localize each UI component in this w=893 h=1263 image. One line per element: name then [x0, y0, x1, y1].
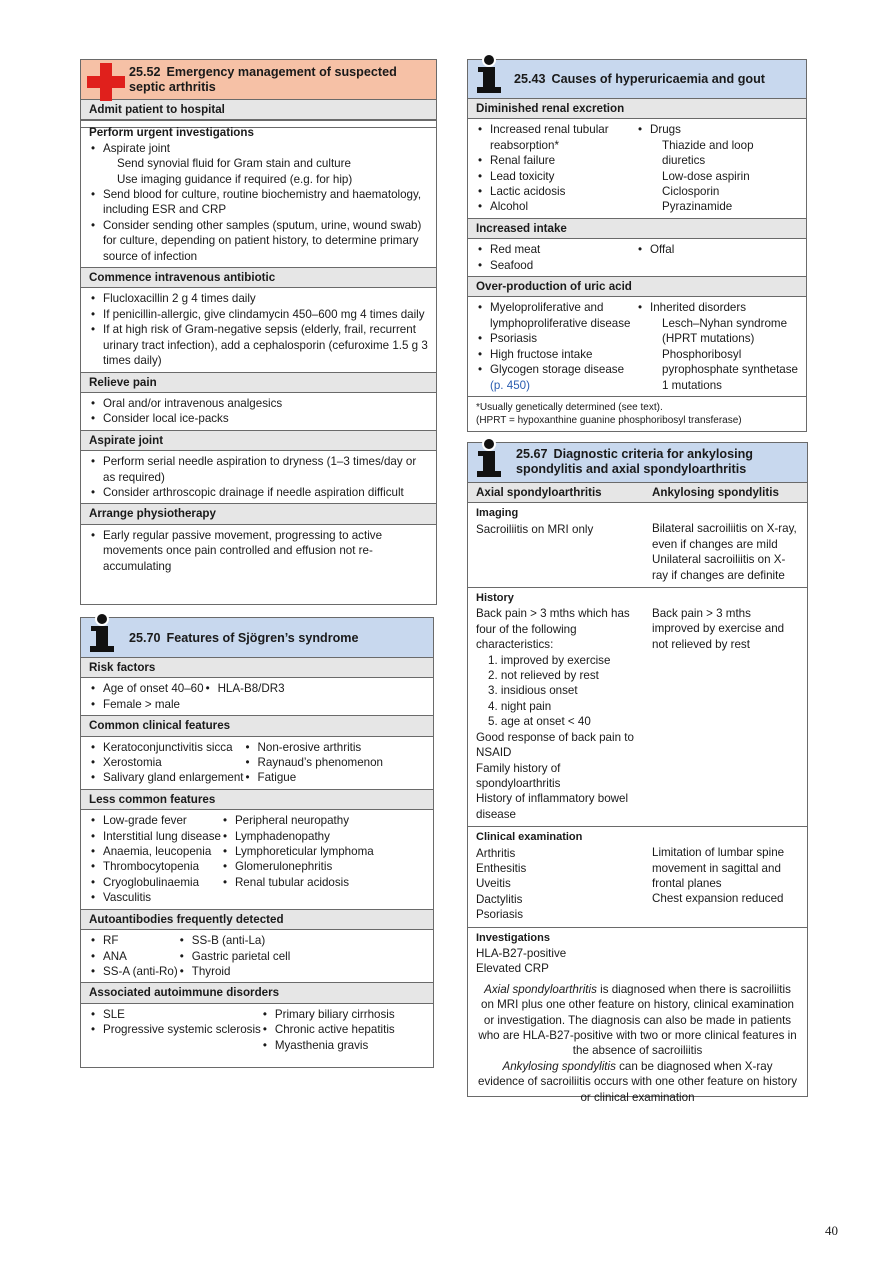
list-item: • Increased renal tubular reabsorption* — [476, 122, 636, 153]
box-title — [468, 60, 806, 99]
section-body — [468, 119, 806, 217]
cell-text: Limitation of lumbar spine movement in sagittal and frontal planes — [652, 846, 785, 890]
numbered-item: 3. insidious onset — [488, 684, 578, 698]
cell-text: Back pain > 3 mths which has four of the following characteristics: — [476, 607, 630, 652]
numbered-item: 1. improved by exercise — [488, 653, 611, 667]
section-heading: Commence intravenous antibiotic — [81, 267, 436, 288]
sub-item: Pyrazinamide — [662, 200, 733, 214]
sub-item: Phosphoribosyl pyrophosphate synthetase 1 mutations — [662, 347, 799, 392]
list-item: • Salivary gland enlargement — [89, 770, 244, 785]
list-item: • Fatigue — [244, 770, 383, 785]
list-item: • SS-B (anti-La) — [178, 933, 291, 948]
table-row — [468, 588, 807, 827]
table-row — [468, 928, 807, 979]
list-item: • Anaemia, leucopenia — [89, 844, 221, 859]
box-title-text: Diagnostic criteria for ankylosing spondylitis and axial spondyloarthritis — [516, 447, 753, 476]
list-item: • If at high risk of Gram-negative sepsis (elderly, frail, recurrent urinary tract infection), add a cephalosporin (cefuroxime 1.5 g 3 times daily) — [89, 322, 428, 368]
note-term: Axial spondyloarthritis — [484, 982, 597, 996]
box-title-text: Features of Sjögren’s syndrome — [166, 631, 359, 645]
cell-text: History of inflammatory bowel disease — [476, 792, 629, 821]
section-body — [81, 1004, 433, 1056]
list-item: • Thrombocytopenia — [89, 859, 221, 874]
footnote-line: *Usually genetically determined (see text). — [476, 401, 663, 413]
page-number: 40 — [825, 1223, 838, 1238]
section-body — [81, 451, 436, 503]
cell-text: Sacroiliitis on MRI only — [476, 522, 594, 536]
list-item: • SLE — [89, 1007, 261, 1022]
list-item: • Renal failure — [476, 153, 636, 168]
list-item: • Progressive systemic sclerosis — [89, 1022, 261, 1037]
list-item: • Myeloproliferative and lymphoproliferative disease — [476, 300, 636, 331]
cell-text: Good response of back pain to NSAID — [476, 730, 634, 760]
septic-arthritis-box — [80, 59, 437, 605]
list-item: • Early regular passive movement, progressing to active movements once pain controlled and effusion not re-accumulating — [89, 528, 428, 574]
section-heading: Increased intake — [468, 218, 806, 239]
cell-text: Chest expansion reduced — [652, 892, 784, 906]
cell-text: Elevated CRP — [476, 962, 549, 976]
box-number: 25.67 — [516, 447, 548, 461]
glycogen-text: Glycogen storage disease — [490, 363, 625, 377]
list-item: • Keratoconjunctivitis sicca — [89, 740, 244, 755]
box-number: 25.70 — [129, 631, 161, 645]
list-item: • Lactic acidosis — [476, 184, 636, 199]
numbered-item: 4. night pain — [488, 699, 552, 713]
section-heading: Perform urgent investigations — [81, 120, 436, 140]
list-item: • Offal — [636, 242, 674, 257]
cell-text: Uveitis — [476, 877, 511, 891]
sub-item: Thiazide and loop diuretics — [662, 138, 754, 168]
list-item: • Perform serial needle aspiration to dryness (1–3 times/day or as required) — [89, 454, 428, 485]
box-title — [468, 443, 807, 483]
section-heading: Arrange physiotherapy — [81, 503, 436, 524]
list-item — [476, 362, 636, 393]
ankylosing-spondylitis-box — [467, 442, 808, 1104]
row-label: Investigations — [476, 931, 550, 944]
section-heading: Associated autoimmune disorders — [81, 982, 433, 1003]
cell-text: Family history of spondyloarthritis — [476, 761, 561, 790]
section-heading: Relieve pain — [81, 372, 436, 393]
info-icon — [476, 437, 502, 483]
box-title-text: Causes of hyperuricaemia and gout — [551, 72, 765, 86]
cell-text: Bilateral sacroiliitis on X-ray, even if changes are mild Unilateral sacroiliitis on X-ray if changes are definite — [652, 522, 797, 582]
sub-item: Use imaging guidance if required (e.g. for hip) — [117, 172, 353, 186]
box-number: 25.43 — [514, 72, 546, 86]
box-number: 25.52 — [129, 65, 161, 79]
list-item: • Raynaud’s phenomenon — [244, 755, 383, 770]
info-icon — [89, 612, 115, 658]
table-row — [468, 827, 807, 927]
cell-text: Psoriasis — [476, 908, 524, 922]
list-item: • Lymphoreticular lymphoma — [221, 844, 374, 859]
box-title — [81, 60, 436, 100]
list-item: • Renal tubular acidosis — [221, 875, 374, 890]
list-item: • Drugs — [636, 122, 798, 137]
list-item: • Non-erosive arthritis — [244, 740, 383, 755]
list-item: • Lymphadenopathy — [221, 829, 374, 844]
section-heading: Over-production of uric acid — [468, 276, 806, 297]
section-heading: Admit patient to hospital — [81, 100, 436, 120]
note-text: can be diagnosed when X-ray evidence of sacroiliitis occurs with one other feature on history or clinical examination — [478, 1059, 797, 1104]
list-item: • Interstitial lung disease — [89, 829, 221, 844]
red-cross-icon — [87, 63, 125, 101]
note-paragraph — [478, 1059, 797, 1105]
list-item: • Consider local ice-packs — [89, 411, 428, 426]
sub-item: Low-dose aspirin — [662, 169, 750, 183]
column-header: Ankylosing spondylitis — [652, 486, 779, 499]
list-item: • Red meat — [476, 242, 636, 257]
section-body — [81, 810, 433, 908]
list-item: • Low-grade fever — [89, 813, 221, 828]
page-link[interactable]: (p. 450) — [490, 378, 530, 392]
list-item: • Consider arthroscopic drainage if needle aspiration difficult — [89, 485, 428, 500]
list-item: • Chronic active hepatitis — [261, 1022, 395, 1037]
cell-text: Dactylitis — [476, 892, 523, 906]
list-item: • Female > male — [89, 697, 204, 712]
numbered-item: 2. not relieved by rest — [488, 669, 599, 683]
list-item: • Psoriasis — [476, 331, 636, 346]
list-item: • Xerostomia — [89, 755, 244, 770]
list-item: • Myasthenia gravis — [261, 1038, 395, 1053]
sub-item: Ciclosporin — [662, 185, 720, 199]
cell-text: Back pain > 3 mths improved by exercise and not relieved by rest — [652, 607, 785, 651]
list-item: • Lead toxicity — [476, 169, 636, 184]
box-title — [81, 618, 433, 658]
section-body — [468, 297, 806, 395]
list-item: • Primary biliary cirrhosis — [261, 1007, 395, 1022]
list-item: • RF — [89, 933, 178, 948]
section-body — [81, 525, 436, 577]
section-body — [81, 678, 433, 715]
sjogren-box — [80, 617, 434, 1068]
list-item: • Vasculitis — [89, 890, 221, 905]
section-heading: Diminished renal excretion — [468, 99, 806, 119]
section-heading: Common clinical features — [81, 715, 433, 736]
cell-text: Arthritis — [476, 846, 516, 860]
section-body — [81, 288, 436, 371]
list-item: • Consider sending other samples (sputum, urine, wound swab) for culture, depending on patient history, to determine primary source of infection — [89, 218, 428, 264]
list-item: • ANA — [89, 949, 178, 964]
list-item: • Inherited disorders — [636, 300, 798, 315]
list-item: • Aspirate joint — [89, 141, 428, 156]
section-heading: Autoantibodies frequently detected — [81, 909, 433, 930]
list-item: • SS-A (anti-Ro) — [89, 964, 178, 979]
row-label: Imaging — [476, 507, 519, 520]
section-body — [468, 239, 806, 276]
list-item: • Cryoglobulinaemia — [89, 875, 221, 890]
section-heading: Less common features — [81, 789, 433, 810]
sub-item: Lesch–Nyhan syndrome (HPRT mutations) — [662, 316, 788, 346]
list-item: • If penicillin-allergic, give clindamycin 450–600 mg 4 times daily — [89, 307, 428, 322]
section-body — [81, 930, 433, 982]
list-item: • Glomerulonephritis — [221, 859, 374, 874]
list-item: • Age of onset 40–60 — [89, 681, 204, 696]
table-header — [468, 483, 807, 503]
section-heading: Risk factors — [81, 658, 433, 678]
list-item: • Alcohol — [476, 199, 636, 214]
table-row — [468, 503, 807, 588]
section-body — [81, 393, 436, 430]
list-item: • High fructose intake — [476, 347, 636, 362]
list-item: • Peripheral neuropathy — [221, 813, 374, 828]
criteria-note — [468, 979, 807, 1109]
section-body — [81, 141, 436, 267]
row-label: History — [476, 592, 514, 605]
note-term: Ankylosing spondylitis — [502, 1059, 616, 1073]
list-item: • Oral and/or intravenous analgesics — [89, 396, 428, 411]
note-paragraph — [478, 982, 797, 1059]
list-item: • Gastric parietal cell — [178, 949, 291, 964]
info-icon — [476, 53, 502, 99]
note-text: is diagnosed when there is sacroiliitis on MRI plus one other feature on history, clinical examination or investigation. The diagnosis can also be made in patients who are HLA-B27-positive with two or more clinical features in the absence of sacroiliitis — [478, 982, 797, 1058]
sub-item: Send synovial fluid for Gram stain and culture — [117, 157, 351, 171]
gout-box — [467, 59, 807, 432]
numbered-item: 5. age at onset < 40 — [488, 715, 591, 729]
section-heading: Aspirate joint — [81, 430, 436, 451]
box-title-text: Emergency management of suspected septic arthritis — [129, 65, 397, 94]
footnote — [468, 396, 806, 431]
list-item: • Flucloxacillin 2 g 4 times daily — [89, 291, 428, 306]
list-item: • Thyroid — [178, 964, 291, 979]
row-label: Clinical examination — [476, 831, 583, 844]
list-item: • Send blood for culture, routine biochemistry and haematology, including ESR and CRP — [89, 187, 428, 218]
column-header: Axial spondyloarthritis — [476, 486, 602, 499]
cell-text: Enthesitis — [476, 861, 527, 875]
cell-text: HLA-B27-positive — [476, 946, 567, 960]
footnote-line: (HPRT = hypoxanthine guanine phosphoribosyl transferase) — [476, 414, 742, 426]
list-item: • HLA-B8/DR3 — [204, 681, 285, 696]
list-item: • Seafood — [476, 258, 636, 273]
section-body — [81, 737, 433, 789]
